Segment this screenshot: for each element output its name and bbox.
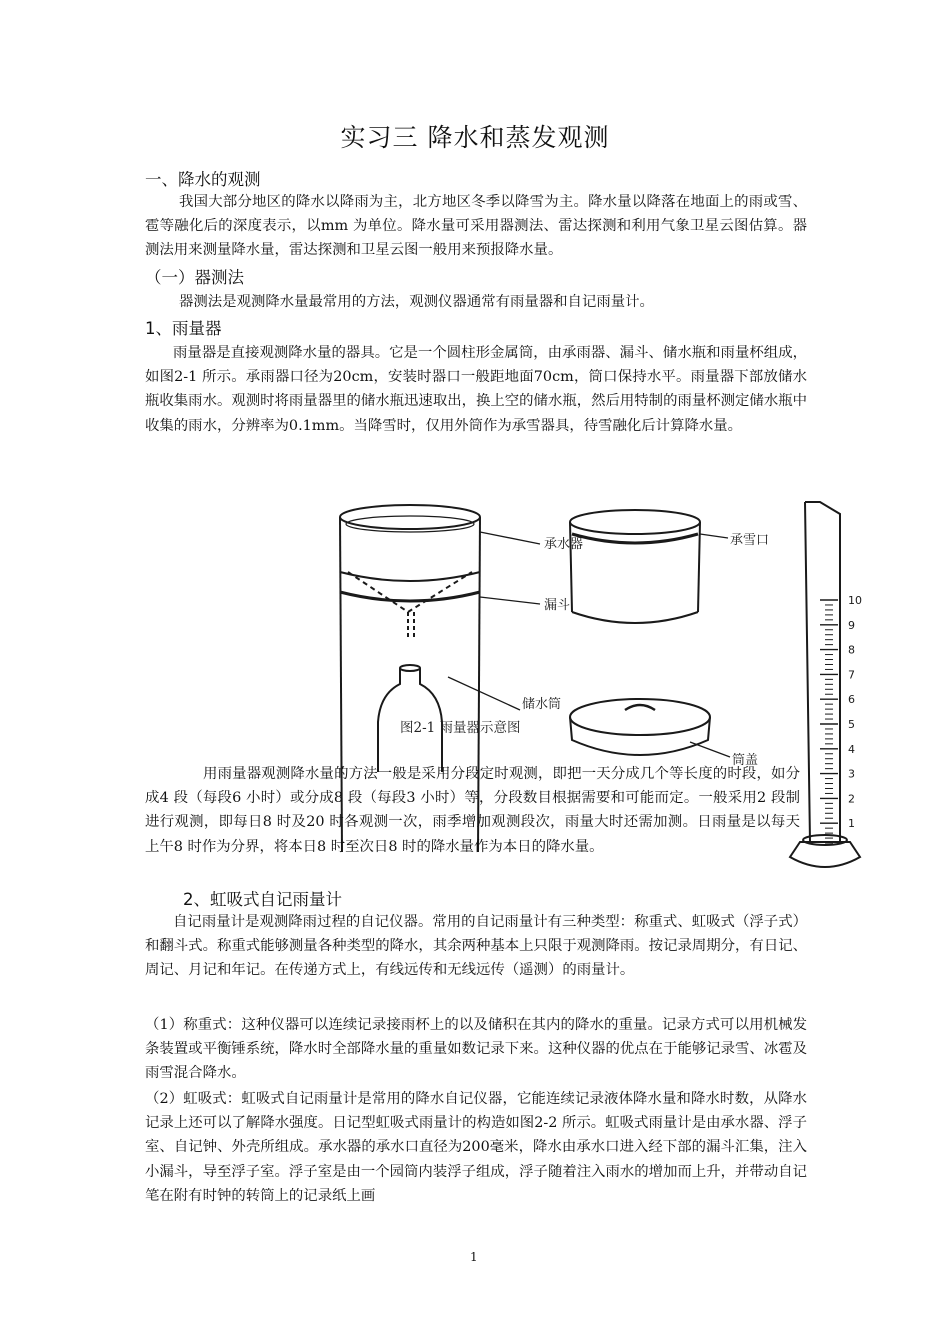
scale-label: 6	[848, 693, 855, 707]
paragraph-intro: 我国大部分地区的降水以降雨为主，北方地区冬季以降雪为主。降水量以降落在地面上的雨或雪、雹等融化后的深度表示，以mm 为单位。降水量可采用器测法、雷达探测和利用气象卫星云图估算。器测法用来测量降水量，雷达探测和卫星云图一般用来预报降水量。	[145, 194, 807, 259]
scale-label: 1	[848, 817, 855, 831]
collector-rim	[340, 505, 480, 529]
figure-caption: 图2-1 雨量器示意图	[400, 720, 521, 736]
scale-label: 4	[848, 742, 855, 756]
section-heading-precipitation: 一、降水的观测	[145, 170, 261, 189]
label-funnel: 漏斗	[544, 598, 571, 613]
paragraph-observation-method: 用雨量器观测降水量的方法一般是采用分段定时观测，即把一天分成几个等长度的时段，如分成4 段（每段6 小时）或分成8 段（每段3 小时）等，分段数目根据需要和可能而定。一般采用2 段制进行观测，即每日8 时及20 时各观测一次，雨季增加观测段次，雨量大时还需加测。日雨量是以每天上午8 时作为分界，将本日8 时至次日8 时的降水量作为本日的降水量。	[145, 766, 800, 855]
scale-label: 10	[848, 594, 862, 607]
item-heading-rain-gauge: 1、雨量器	[145, 319, 222, 338]
page-title: 实习三 降水和蒸发观测	[340, 123, 610, 152]
measuring-cup	[805, 502, 840, 842]
paragraph-siphon: （2）虹吸式：虹吸式自记雨量计是常用的降水自记仪器，它能连续记录液体降水量和降水时数，从降水记录上还可以了解降水强度。日记型虹吸式雨量计的构造如图2-2 所示。虹吸式雨量计是由承水器、浮子室、自记钟、外壳所组成。承水器的承水口直径为200毫米，降水由承水口进入经下部的漏斗汇集，注入小漏斗，导至浮子室。浮子室是由一个园筒内装浮子组成，浮子随着注入雨水的增加而上升，并带动自记笔在附有时钟的转筒上的记录纸上画	[145, 1091, 807, 1204]
snow-collector-rim	[570, 510, 700, 534]
scale-label: 5	[848, 718, 855, 731]
label-snow-mouth: 承雪口	[730, 533, 770, 548]
label-lid: 筒盖	[732, 753, 759, 768]
scale-label: 8	[848, 643, 855, 657]
paragraph-rain-gauge: 雨量器是直接观测降水量的器具。它是一个圆柱形金属筒，由承雨器、漏斗、储水瓶和雨量杯组成，如图2-1 所示。承雨器口径为20cm，安装时器口一般距地面70cm，筒口保持水平。雨量器下部放储水瓶收集雨水。观测时将雨量器里的储水瓶迅速取出，换上空的储水瓶，然后用特制的雨量杯测定储水瓶中收集的雨水，分辨率为0.1mm。当降雪时，仅用外筒作为承雪器具，待雪融化后计算降水量。	[145, 345, 807, 434]
item-heading-siphon-gauge: 2、虹吸式自记雨量计	[183, 890, 342, 909]
scale-label: 3	[848, 767, 855, 781]
scale-label: 7	[848, 668, 855, 682]
page-number: 1	[470, 1250, 478, 1264]
label-bottle: 储水筒	[522, 697, 562, 712]
scale-label: 9	[848, 618, 855, 632]
paragraph-recording-gauge: 自记雨量计是观测降雨过程的自记仪器。常用的自记雨量计有三种类型：称重式、虹吸式（浮子式）和翻斗式。称重式能够测量各种类型的降水，其余两种基本上只限于观测降雨。按记录周期分，有日记、周记、月记和年记。在传递方式上，有线远传和无线远传（遥测）的雨量计。	[145, 914, 807, 979]
paragraph-instrument: 器测法是观测降水量最常用的方法，观测仪器通常有雨量器和自记雨量计。	[179, 294, 654, 310]
scale-label: 2	[848, 792, 855, 806]
paragraph-weighing: （1）称重式：这种仪器可以连续记录接雨杯上的以及储积在其内的降水的重量。记录方式可以用机械发条装置或平衡锤系统，降水时全部降水量的重量如数记录下来。这种仪器的优点在于能够记录雪、冰雹及雨雪混合降水。	[145, 1017, 807, 1082]
label-collector: 承水器	[544, 537, 584, 552]
subsection-heading-instrument: （一）器测法	[145, 268, 244, 287]
